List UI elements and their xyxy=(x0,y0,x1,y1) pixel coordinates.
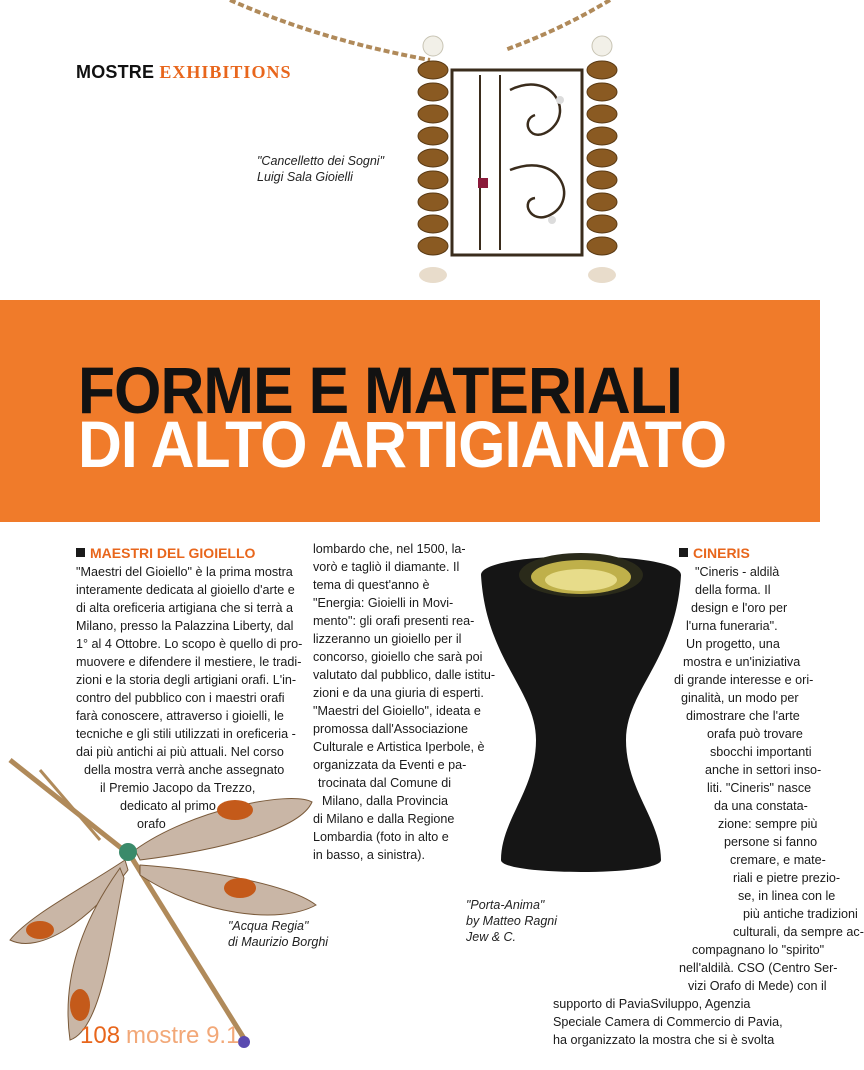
text-line: in basso, a sinistra). xyxy=(313,848,425,862)
text-line: "Maestri del Gioiello", ideata e xyxy=(313,704,481,718)
text-line: liti. "Cineris" nasce xyxy=(707,781,812,795)
text-line: Milano, presso la Palazzina Liberty, dal xyxy=(76,619,294,633)
text-line: "Maestri del Gioiello" è la prima mostra xyxy=(76,565,293,579)
text-line: orafa può trovare xyxy=(707,727,803,741)
text-line: valutato dal pubblico, dalle istitu- xyxy=(313,668,496,682)
text-line: promossa dall'Associazione xyxy=(313,722,469,736)
text-line: di Milano e dalla Regione xyxy=(313,812,455,826)
text-line: 1° al 4 Ottobre. Lo scopo è quello di pro- xyxy=(76,637,303,651)
section-label xyxy=(76,62,291,83)
text-line: persone si fanno xyxy=(724,835,818,849)
text-line: organizzata da Eventi e pa- xyxy=(313,758,467,772)
text-line: riali e pietre prezio- xyxy=(733,871,841,885)
text-line: dai più antichi ai più attuali. Nel corso xyxy=(76,745,284,759)
text-line: trocinata dal Comune di xyxy=(318,776,452,790)
text-line: orafo xyxy=(137,817,166,831)
text-line: cremare, e mate- xyxy=(730,853,826,867)
text-line: l'urna funeraria". xyxy=(686,619,778,633)
text-line: muovere e difendere il mestiere, le tradi- xyxy=(76,655,302,669)
text-line: concorso, gioiello che sarà poi xyxy=(313,650,483,664)
headline-line-2: DI ALTO ARTIGIANATO xyxy=(78,407,727,481)
section-label-it: MOSTRE xyxy=(76,62,155,82)
bullet-square-icon xyxy=(76,548,85,557)
text-line: se, in linea con le xyxy=(738,889,836,903)
text-line: tema di quest'anno è xyxy=(313,578,430,592)
caption-vase xyxy=(466,897,557,945)
text-line: design e l'oro per xyxy=(691,601,788,615)
text-line: vizi Orafo di Mede) con il xyxy=(688,979,827,993)
text-line: interamente dedicata al gioiello d'arte e xyxy=(76,583,295,597)
page-number: 108 xyxy=(80,1022,121,1049)
text-line: "Energia: Gioielli in Movi- xyxy=(313,596,454,610)
text-line: mostra e un'iniziativa xyxy=(683,655,801,669)
caption-pendant xyxy=(257,153,384,185)
text-line: sbocchi importanti xyxy=(710,745,812,759)
caption-line: Jew & C. xyxy=(466,930,517,944)
bullet-square-icon xyxy=(679,548,688,557)
text-line: da una constata- xyxy=(714,799,808,813)
text-line: zione: sempre più xyxy=(718,817,818,831)
heading-text: MAESTRI DEL GIOIELLO xyxy=(90,545,256,561)
text-line: supporto di PaviaSviluppo, Agenzia xyxy=(553,997,751,1011)
text-line: lombardo che, nel 1500, la- xyxy=(313,542,466,556)
text-line: zioni e da una giuria di esperti. xyxy=(313,686,484,700)
headline-line-1: FORME E MATERIALI xyxy=(78,353,682,427)
text-line: tecniche e gli stili utilizzati in oreficeria - xyxy=(76,727,296,741)
text-line: zioni e la storia degli artigiani orafi. L'in- xyxy=(76,673,297,687)
text-line: Un progetto, una xyxy=(686,637,780,651)
caption-dragonfly xyxy=(228,918,328,950)
text-line: dedicato al primo xyxy=(120,799,216,813)
text-line: culturali, da sempre ac- xyxy=(733,925,864,939)
text-line: dimostrare che l'arte xyxy=(686,709,800,723)
pendant-image xyxy=(230,0,610,300)
text-line: lizzeranno un gioiello per il xyxy=(313,632,462,646)
text-line: della mostra verrà anche assegnato xyxy=(84,763,285,777)
heading-text: CINERIS xyxy=(693,545,750,561)
text-line: nell'aldilà. CSO (Centro Ser- xyxy=(679,961,838,975)
caption-line: "Cancelletto dei Sogni" xyxy=(257,154,385,168)
vase-image xyxy=(476,540,686,880)
text-line: mento": gli orafi presenti rea- xyxy=(313,614,475,628)
text-line: della forma. Il xyxy=(695,583,771,597)
text-line: di alta oreficeria artigiana che si terrà a xyxy=(76,601,294,615)
caption-line: "Porta-Anima" xyxy=(466,898,545,912)
text-line: ginalità, un modo per xyxy=(681,691,799,705)
text-line: Speciale Camera di Commercio di Pavia, xyxy=(553,1015,783,1029)
text-line: ha organizzato la mostra che si è svolta xyxy=(553,1033,775,1047)
footer-section: mostre 9.1 xyxy=(126,1022,240,1049)
section-label-en: EXHIBITIONS xyxy=(159,62,292,82)
caption-line: Luigi Sala Gioielli xyxy=(257,170,353,184)
text-line: Lombardia (foto in alto e xyxy=(313,830,449,844)
text-line: il Premio Jacopo da Trezzo, xyxy=(100,781,256,795)
caption-line: by Matteo Ragni xyxy=(466,914,558,928)
text-line: vorò e tagliò il diamante. Il xyxy=(313,560,460,574)
text-line: più antiche tradizioni xyxy=(743,907,858,921)
caption-line: di Maurizio Borghi xyxy=(228,935,329,949)
heading-maestri xyxy=(76,545,255,561)
text-line: farà conoscere, attraverso i gioielli, le xyxy=(76,709,284,723)
text-line: Culturale e Artistica Iperbole, è xyxy=(313,740,485,754)
dragonfly-image xyxy=(0,740,330,1060)
page-footer xyxy=(80,1022,239,1050)
text-line: contro del pubblico con i maestri orafi xyxy=(76,691,285,705)
text-line: di grande interesse e ori- xyxy=(674,673,814,687)
text-line: anche in settori inso- xyxy=(705,763,822,777)
text-line: "Cineris - aldilà xyxy=(695,565,780,579)
text-line: compagnano lo "spirito" xyxy=(692,943,825,957)
caption-line: "Acqua Regia" xyxy=(228,919,309,933)
heading-cineris xyxy=(679,545,750,561)
text-line: Milano, dalla Provincia xyxy=(322,794,448,808)
